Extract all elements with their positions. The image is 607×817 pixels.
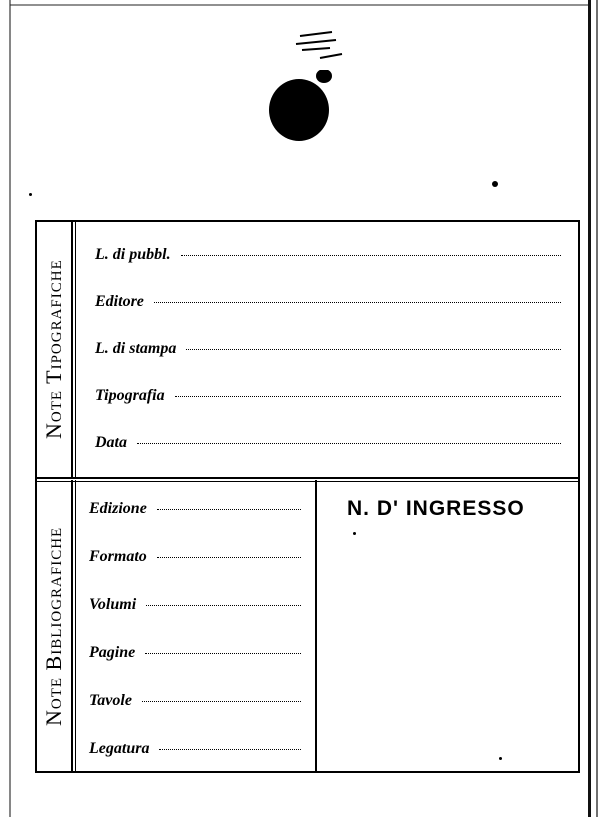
fill-line[interactable] (142, 700, 301, 702)
section-divider-top (71, 222, 76, 479)
catalog-card-form (35, 220, 580, 773)
field-label: L. di stampa (95, 340, 177, 357)
field-edizione (89, 500, 301, 518)
field-legatura (89, 740, 301, 758)
field-label: Data (95, 434, 127, 451)
fill-line[interactable] (157, 508, 301, 510)
ink-smudge-icon (290, 28, 350, 78)
fill-line[interactable] (186, 348, 561, 350)
field-formato (89, 548, 301, 566)
field-tavole (89, 692, 301, 710)
field-volumi (89, 596, 301, 614)
ink-speck (492, 181, 498, 187)
fill-line[interactable] (146, 604, 301, 606)
field-luogo-pubblicazione (95, 246, 561, 264)
punch-hole-icon (268, 70, 332, 142)
field-luogo-stampa (95, 340, 561, 358)
card-right-edge (588, 0, 591, 817)
field-label: Tavole (89, 692, 132, 709)
field-label: Legatura (89, 740, 150, 757)
field-label: Pagine (89, 644, 136, 661)
card-right-edge-inner (596, 0, 598, 817)
card-top-edge (10, 4, 590, 6)
field-label: L. di pubbl. (95, 246, 171, 263)
field-label: Volumi (89, 596, 137, 613)
field-label: Edizione (89, 500, 147, 517)
fill-line[interactable] (154, 301, 561, 303)
field-tipografia (95, 387, 561, 405)
note-bibliografiche-label: Note Bibliografiche (41, 526, 66, 727)
fill-line[interactable] (181, 254, 561, 256)
column-divider (315, 480, 318, 771)
fill-line[interactable] (157, 556, 301, 558)
section-separator (37, 477, 578, 482)
field-pagine (89, 644, 301, 662)
ink-speck (499, 757, 502, 760)
note-tipografiche-label: Note Tipografiche (41, 259, 66, 440)
fill-line[interactable] (137, 442, 561, 444)
field-label: Formato (89, 548, 147, 565)
ink-speck (29, 193, 32, 196)
fill-line[interactable] (175, 395, 561, 397)
card-left-edge (9, 0, 11, 817)
section-divider-bottom (71, 480, 76, 771)
field-label: Editore (95, 293, 144, 310)
numero-ingresso-label: N. D' INGRESSO (347, 497, 525, 520)
ink-speck (353, 532, 356, 535)
field-data (95, 434, 561, 452)
fill-line[interactable] (159, 748, 301, 750)
fill-line[interactable] (145, 652, 301, 654)
field-label: Tipografia (95, 387, 165, 404)
field-editore (95, 293, 561, 311)
